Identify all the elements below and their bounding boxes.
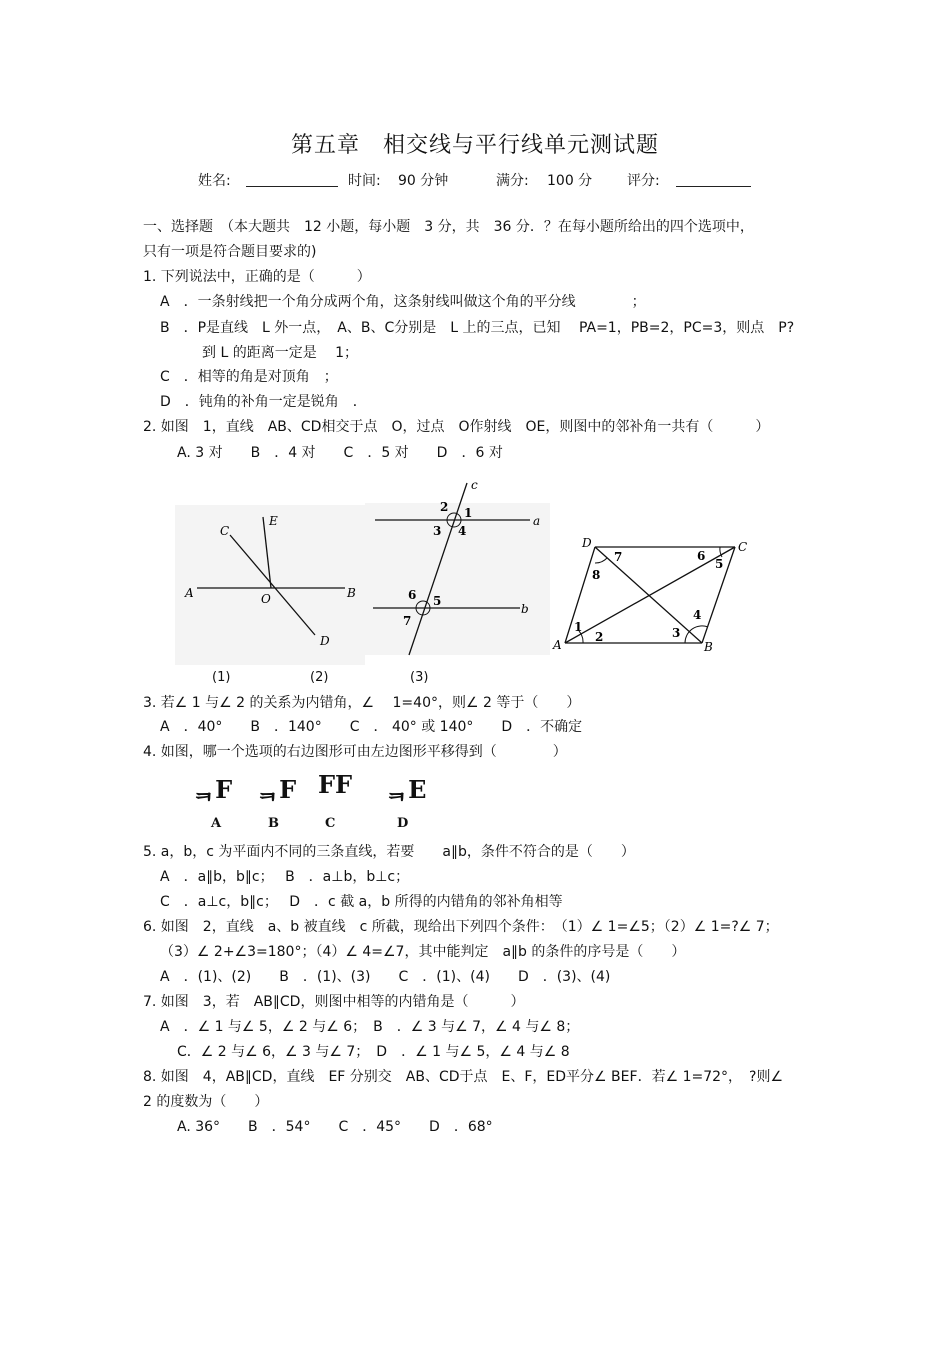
- fig1-label-b: B: [347, 586, 356, 600]
- fig3-label-d: D: [582, 536, 592, 550]
- q5-options-cd: C ．a⊥c，b∥c； D ．c 截 a，b 所得的内错角的邻补角相等: [160, 894, 563, 910]
- fig3-angle-7: 7: [614, 550, 623, 564]
- q6-stem-cont: （3）∠ 2+∠3=180°；（4）∠ 4=∠7，其中能判定 a∥b 的条件的序号是（ ）: [160, 944, 686, 960]
- fig2-angle-7: 7: [403, 614, 412, 628]
- section-heading-cont: 只有一项是符合题目要求的): [143, 244, 317, 260]
- q1-option-a: A ．一条射线把一个角分成两个角，这条射线叫做这个角的平分线 ；: [160, 294, 646, 310]
- fig2-angle-4: 4: [458, 524, 467, 538]
- name-label: 姓名:: [198, 173, 231, 189]
- q2-stem: 2. 如图 1，直线 AB、CD相交于点 O，过点 O作射线 OE，则图中的邻补角一共有（ ）: [143, 419, 770, 435]
- fig2-angle-1: 1: [464, 506, 473, 520]
- score-label: 评分:: [627, 173, 660, 189]
- q4-label-d: D: [397, 816, 409, 831]
- fig2-angle-3: 3: [433, 524, 442, 538]
- q4-label-b: B: [268, 816, 279, 831]
- fig3-angle-2: 2: [595, 630, 604, 644]
- full-score-label: 满分:: [496, 173, 529, 189]
- figure-caption-2: (2): [310, 670, 329, 685]
- q4-label-a: A: [211, 816, 222, 831]
- q3-stem: 3. 若∠ 1 与∠ 2 的关系为内错角，∠ 1=40°，则∠ 2 等于（ ）: [143, 695, 581, 711]
- fig3-angle-8: 8: [592, 568, 601, 582]
- figure-3: [550, 535, 755, 655]
- fig2-angle-5: 5: [433, 594, 442, 608]
- fig1-label-c: C: [220, 524, 230, 538]
- figure-2: [365, 475, 550, 660]
- name-blank[interactable]: [246, 172, 338, 187]
- time-value: 90 分钟: [398, 173, 449, 189]
- page-title: 第五章 相交线与平行线单元测试题: [290, 133, 659, 158]
- fig3-angle-3: 3: [672, 626, 681, 640]
- q4-figure-a: ᆿF: [192, 775, 233, 804]
- fig3-angle-1: 1: [574, 620, 583, 634]
- q8-stem-cont: 2 的度数为（ ）: [143, 1094, 269, 1110]
- full-score-value: 100 分: [547, 173, 593, 189]
- q8-stem: 8. 如图 4，AB∥CD，直线 EF 分别交 AB、CD于点 E、F，ED平分∠ BEF．若∠ 1=72°， ?则∠: [143, 1069, 783, 1085]
- q4-label-c: C: [325, 816, 336, 831]
- score-blank[interactable]: [676, 172, 751, 187]
- fig2-angle-6: 6: [408, 588, 417, 602]
- figure-1: [175, 505, 365, 665]
- fig1-label-o: O: [261, 592, 271, 606]
- section-heading: 一、选择题 （本大题共 12 小题，每小题 3 分，共 36 分．？在每小题所给出的四个选项中，: [143, 219, 754, 235]
- fig1-label-d: D: [320, 634, 330, 648]
- q3-options: A ．40° B ．140° C ． 40° 或 140° D ．不确定: [160, 719, 583, 735]
- q5-stem: 5. a，b，c 为平面内不同的三条直线，若要 a∥b，条件不符合的是（ ）: [143, 844, 635, 860]
- q5-options-ab: A ．a∥b，b∥c； B ．a⊥b，b⊥c；: [160, 869, 410, 885]
- q6-options: A ．(1)、(2) B ．(1)、(3) C ．(1)、(4) D ．(3)、(4): [160, 969, 611, 985]
- fig1-label-e: E: [269, 514, 278, 528]
- q2-options: A. 3 对 B ．4 对 C ．5 对 D ．6 对: [177, 445, 503, 461]
- figure-caption-1: (1): [212, 670, 231, 685]
- q1-option-d: D ．钝角的补角一定是锐角 ．: [160, 394, 367, 410]
- fig2-label-c: c: [471, 478, 478, 492]
- fig3-angle-5: 5: [715, 557, 724, 571]
- time-label: 时间:: [348, 173, 381, 189]
- q1-option-c: C ．相等的角是对顶角 ；: [160, 369, 338, 385]
- q1-option-b: B ．P是直线 L 外一点， A、B、C分别是 L 上的三点，已知 PA=1，PB=2，PC=3，则点 P?: [160, 320, 795, 336]
- q8-options: A. 36° B ．54° C ．45° D ．68°: [177, 1119, 493, 1135]
- figure-caption-3: (3): [410, 670, 429, 685]
- q1-option-b-cont: 到 L 的距离一定是 1；: [202, 345, 359, 361]
- fig2-label-b: b: [521, 602, 529, 616]
- fig3-angle-6: 6: [697, 549, 706, 563]
- q4-figure-c: FF: [318, 770, 353, 799]
- fig3-label-c: C: [738, 540, 748, 554]
- fig1-label-a: A: [185, 586, 194, 600]
- fig3-label-a: A: [553, 638, 562, 652]
- fig2-angle-2: 2: [440, 500, 449, 514]
- q7-options-cd: C．∠ 2 与∠ 6，∠ 3 与∠ 7； D ．∠ 1 与∠ 5，∠ 4 与∠ 8: [177, 1044, 570, 1060]
- q4-figure-d: ᆿE: [385, 775, 427, 804]
- q7-stem: 7. 如图 3，若 AB∥CD，则图中相等的内错角是（ ）: [143, 994, 525, 1010]
- q4-stem: 4. 如图，哪一个选项的右边图形可由左边图形平移得到（ ）: [143, 744, 567, 760]
- q4-figure-b: ᆿF: [256, 775, 297, 804]
- q6-stem: 6. 如图 2，直线 a、b 被直线 c 所截，现给出下列四个条件： （1）∠ 1=∠5；（2）∠ 1=?∠ 7；: [143, 919, 779, 935]
- q1-stem: 1. 下列说法中，正确的是（ ）: [143, 269, 371, 285]
- fig2-label-a: a: [533, 514, 541, 528]
- fig3-label-b: B: [704, 640, 713, 654]
- q7-options-ab: A ．∠ 1 与∠ 5，∠ 2 与∠ 6； B ．∠ 3 与∠ 7，∠ 4 与∠ 8；: [160, 1019, 580, 1035]
- fig3-angle-4: 4: [693, 608, 702, 622]
